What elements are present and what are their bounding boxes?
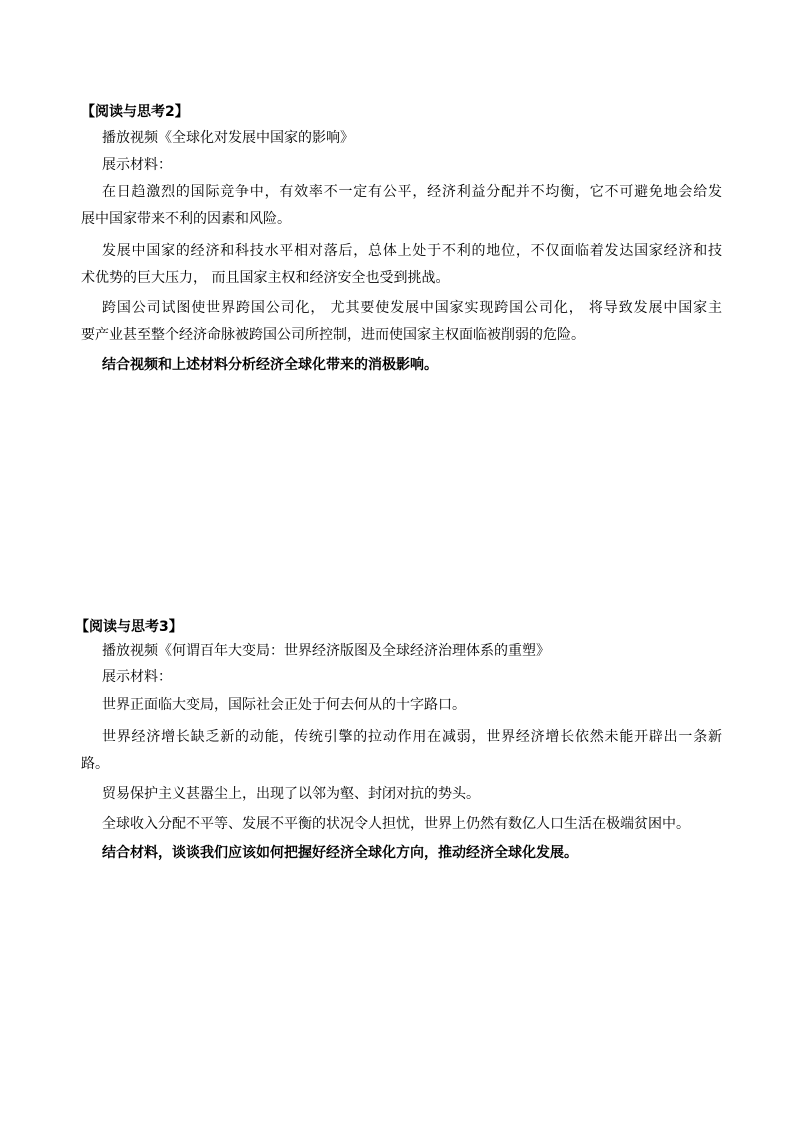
material-label: 展示材料： [102, 669, 172, 685]
paragraph-line: 世界经济增长缺乏新的动能，传统引擎的拉动作用在减弱，世界经济增长依然未能开辟出一条新 [102, 729, 722, 745]
video-title: 播放视频《全球化对发展中国家的影响》 [102, 130, 354, 146]
paragraph-line: 展中国家带来不利的因素和风险。 [81, 211, 291, 227]
material-label: 展示材料： [102, 157, 172, 173]
task-prompt: 结合材料，谈谈我们应该如何把握好经济全球化方向，推动经济全球化发展。 [102, 845, 578, 861]
video-title: 播放视频《何谓百年大变局：世界经济版图及全球经济治理体系的重塑》 [102, 643, 550, 659]
task-prompt: 结合视频和上述材料分析经济全球化带来的消极影响。 [102, 357, 438, 373]
paragraph-line: 世界正面临大变局，国际社会正处于何去何从的十字路口。 [102, 697, 466, 713]
paragraph-line: 发展中国家的经济和科技水平相对落后，总体上处于不利的地位，不仅面临着发达国家经济和技 [102, 243, 722, 259]
paragraph-line: 要产业甚至整个经济命脉被跨国公司所控制，进而使国家主权面临被削弱的危险。 [81, 327, 585, 343]
section-heading: 【阅读与思考2】 [81, 104, 189, 120]
section-heading: 【阅读与思考3】 [75, 619, 183, 635]
paragraph-line: 路。 [81, 756, 109, 772]
paragraph-line: 贸易保护主义甚嚣尘上，出现了以邻为壑、封闭对抗的势头。 [102, 786, 480, 802]
paragraph-line: 术优势的巨大压力， 而且国家主权和经济安全也受到挑战。 [81, 270, 450, 286]
paragraph-line: 在日趋激烈的国际竞争中，有效率不一定有公平，经济利益分配并不均衡，它不可避免地会给发 [102, 184, 722, 200]
paragraph-line: 全球收入分配不平等、发展不平衡的状况令人担忧，世界上仍然有数亿人口生活在极端贫困中。 [102, 816, 690, 832]
paragraph-line: 跨国公司试图使世界跨国公司化， 尤其要使发展中国家实现跨国公司化， 将导致发展中国家主 [102, 300, 722, 316]
